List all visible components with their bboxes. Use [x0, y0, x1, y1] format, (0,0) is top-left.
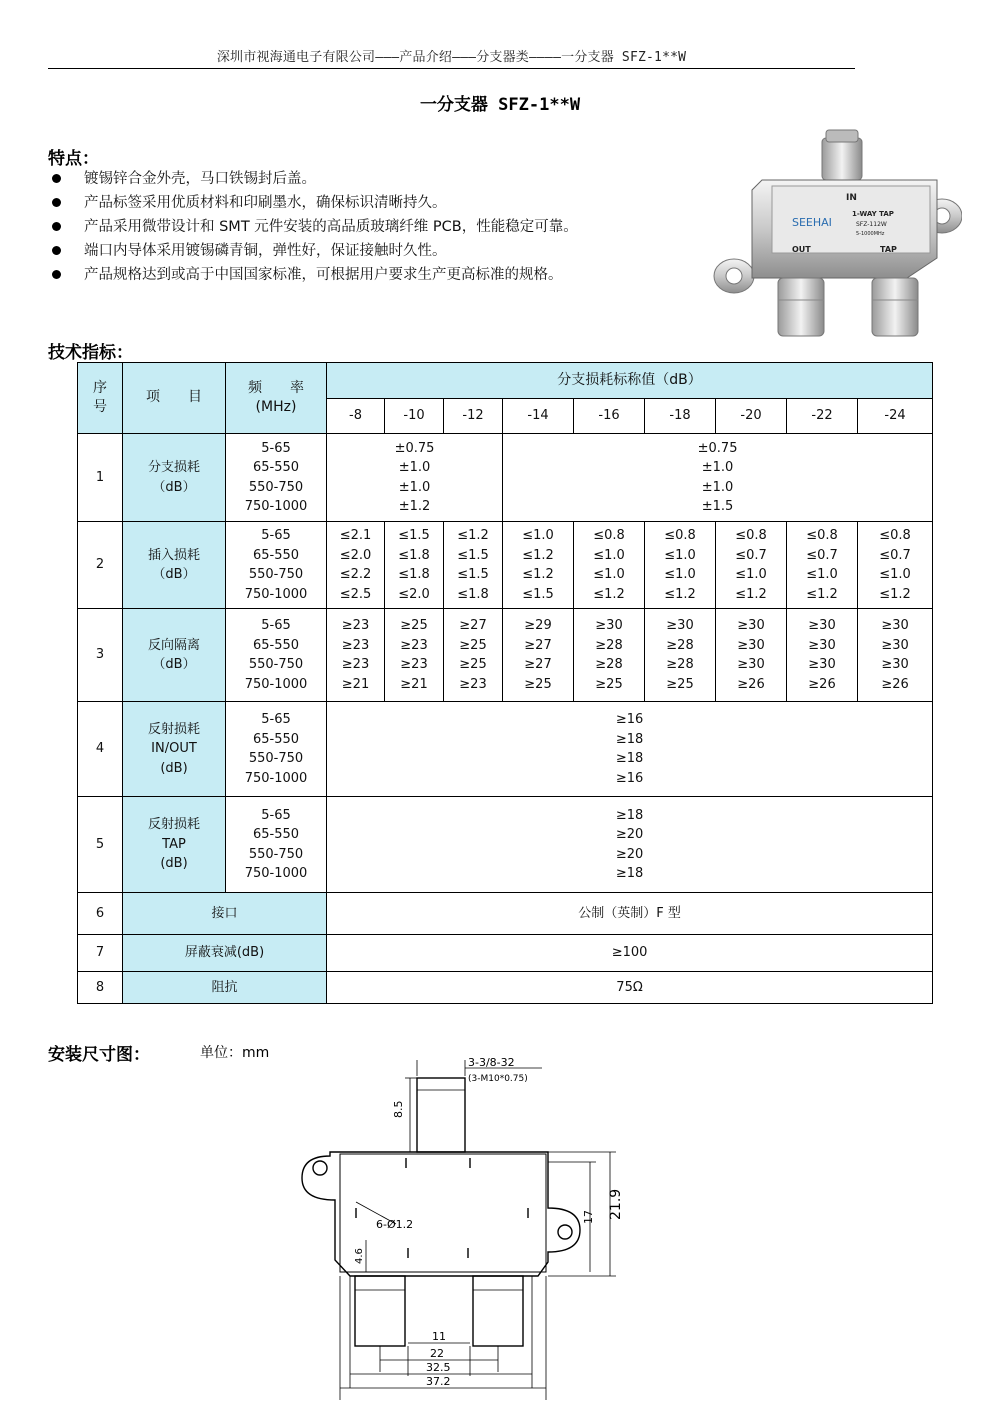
col-header-freq: 频 率 (MHz) — [226, 363, 327, 434]
table-cell: ≤1.2 ≤1.5 ≤1.5 ≤1.8 — [444, 522, 503, 609]
table-cell: ≥18 ≥20 ≥20 ≥18 — [327, 797, 933, 893]
dim-32-5: 32.5 — [426, 1361, 451, 1374]
bullet-icon — [52, 174, 61, 183]
port-in-label: IN — [846, 193, 857, 203]
table-cell: ≤1.5 ≤1.8 ≤1.8 ≤2.0 — [385, 522, 444, 609]
table-cell: ≤0.8 ≤1.0 ≤1.0 ≤1.2 — [645, 522, 716, 609]
table-cell: ≥29 ≥27 ≥27 ≥25 — [503, 609, 574, 702]
bullet-icon — [52, 198, 61, 207]
tap-header: -24 — [858, 399, 933, 434]
table-cell: ≥27 ≥25 ≥25 ≥23 — [444, 609, 503, 702]
dim-thread: 3-3/8-32 — [468, 1056, 515, 1069]
row-freq: 5-65 65-550 550-750 750-1000 — [226, 797, 327, 893]
document-title: 一分支器 SFZ-1**W — [419, 95, 581, 115]
row-item: 接口 — [123, 893, 327, 935]
table-cell: ≤0.8 ≤0.7 ≤1.0 ≤1.2 — [858, 522, 933, 609]
port-tap-label: TAP — [880, 245, 897, 254]
row-item: 反向隔离 （dB） — [123, 609, 226, 702]
install-heading: 安装尺寸图： — [48, 1045, 150, 1065]
table-cell: ≥30 ≥28 ≥28 ≥25 — [645, 609, 716, 702]
row-item: 分支损耗 （dB） — [123, 434, 226, 522]
units-label: 单位：mm — [200, 1045, 270, 1061]
row-no: 5 — [78, 797, 123, 893]
table-cell: ≥30 ≥28 ≥28 ≥25 — [574, 609, 645, 702]
row-no: 1 — [78, 434, 123, 522]
features-heading: 特点： — [48, 149, 99, 169]
col-header-item: 项 目 — [123, 363, 226, 434]
dim-hole: 6-Ø1.2 — [376, 1218, 414, 1231]
row-item: 插入损耗 （dB） — [123, 522, 226, 609]
table-cell: ≥25 ≥23 ≥23 ≥21 — [385, 609, 444, 702]
features-list — [52, 168, 578, 288]
feature-item: 产品规格达到或高于中国国家标准，可根据用户要求生产更高标准的规格。 — [52, 264, 578, 288]
table-cell: ≤1.0 ≤1.2 ≤1.2 ≤1.5 — [503, 522, 574, 609]
row-freq: 5-65 65-550 550-750 750-1000 — [226, 609, 327, 702]
dim-thread-metric: (3-M10*0.75) — [468, 1074, 528, 1084]
table-cell: ≥30 ≥30 ≥30 ≥26 — [858, 609, 933, 702]
row-no: 3 — [78, 609, 123, 702]
feature-item: 镀锡锌合金外壳，马口铁锡封后盖。 — [52, 168, 578, 192]
label-line-2: SFZ-112W — [856, 221, 887, 228]
row-freq: 5-65 65-550 550-750 750-1000 — [226, 522, 327, 609]
table-cell: ≥30 ≥30 ≥30 ≥26 — [787, 609, 858, 702]
feature-item: 端口内导体采用镀锡磷青铜，弹性好，保证接触时久性。 — [52, 240, 578, 264]
tap-header: -16 — [574, 399, 645, 434]
table-cell: ≤2.1 ≤2.0 ≤2.2 ≤2.5 — [327, 522, 385, 609]
bullet-icon — [52, 246, 61, 255]
bullet-icon — [52, 222, 61, 231]
col-header-group: 分支损耗标称值（dB） — [327, 363, 933, 399]
row-no: 7 — [78, 935, 123, 972]
page-header: 深圳市视海通电子有限公司———产品介绍———分支器类————一分支器 SFZ-1**W — [48, 46, 855, 69]
table-cell: ≤0.8 ≤0.7 ≤1.0 ≤1.2 — [716, 522, 787, 609]
tap-header: -14 — [503, 399, 574, 434]
row-freq: 5-65 65-550 550-750 750-1000 — [226, 434, 327, 522]
col-header-no: 序 号 — [78, 363, 123, 434]
row-no: 2 — [78, 522, 123, 609]
table-cell: 75Ω — [327, 972, 933, 1004]
dim-11: 11 — [432, 1330, 446, 1343]
row-no: 4 — [78, 702, 123, 797]
table-cell: ≤0.8 ≤1.0 ≤1.0 ≤1.2 — [574, 522, 645, 609]
port-out-label: OUT — [792, 245, 811, 254]
feature-item: 产品标签采用优质材料和印刷墨水，确保标识清晰持久。 — [52, 192, 578, 216]
table-cell: ≥16 ≥18 ≥18 ≥16 — [327, 702, 933, 797]
tap-header: -18 — [645, 399, 716, 434]
tap-header: -12 — [444, 399, 503, 434]
tap-header: -10 — [385, 399, 444, 434]
label-line-1: 1-WAY TAP — [852, 210, 894, 218]
table-cell: ±0.75 ±1.0 ±1.0 ±1.2 — [327, 434, 503, 522]
row-item: 反射损耗 TAP (dB) — [123, 797, 226, 893]
brand-label: SEEHAI — [792, 216, 832, 229]
table-cell: ≥100 — [327, 935, 933, 972]
table-cell: 公制（英制）F 型 — [327, 893, 933, 935]
dim-17: 17 — [582, 1210, 595, 1224]
dim-37-2: 37.2 — [426, 1375, 451, 1388]
spec-heading: 技术指标： — [48, 343, 133, 363]
bullet-icon — [52, 270, 61, 279]
dim-4-6: 4.6 — [354, 1248, 365, 1264]
row-no: 6 — [78, 893, 123, 935]
row-item: 反射损耗 IN/OUT (dB) — [123, 702, 226, 797]
row-freq: 5-65 65-550 550-750 750-1000 — [226, 702, 327, 797]
tap-header: -22 — [787, 399, 858, 434]
tap-header: -8 — [327, 399, 385, 434]
feature-item: 产品采用微带设计和 SMT 元件安装的高品质玻璃纤维 PCB，性能稳定可靠。 — [52, 216, 578, 240]
row-item: 屏蔽衰减(dB) — [123, 935, 327, 972]
tap-header: -20 — [716, 399, 787, 434]
dim-8-5: 8.5 — [392, 1100, 405, 1118]
table-cell: ≥30 ≥30 ≥30 ≥26 — [716, 609, 787, 702]
dimension-drawing — [280, 1050, 660, 1410]
row-item: 阻抗 — [123, 972, 327, 1004]
dim-21-9: 21.9 — [608, 1188, 624, 1220]
label-line-3: 5-1000MHz — [856, 231, 885, 237]
dim-22: 22 — [430, 1347, 444, 1360]
row-no: 8 — [78, 972, 123, 1004]
table-cell: ±0.75 ±1.0 ±1.0 ±1.5 — [503, 434, 933, 522]
table-cell: ≥23 ≥23 ≥23 ≥21 — [327, 609, 385, 702]
table-cell: ≤0.8 ≤0.7 ≤1.0 ≤1.2 — [787, 522, 858, 609]
spec-table — [77, 362, 933, 1004]
product-photo — [712, 128, 962, 350]
